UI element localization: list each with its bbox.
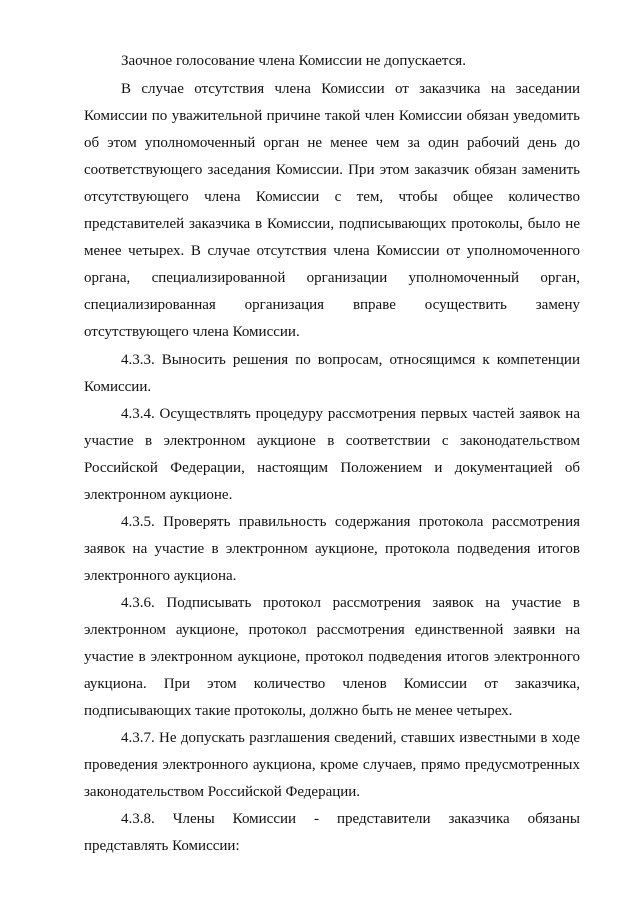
text-line: Комиссии. [84, 379, 152, 395]
text-line: проведения электронного аукциона, кроме случаев, прямо предусмотренных [84, 757, 580, 773]
text-line: менее четырех. В случае отсутствия члена Комиссии от уполномоченного [84, 243, 580, 259]
text-line: аукциона. При этом количество членов Комиссии от заказчика, [84, 676, 580, 692]
text-line: электронного аукциона. [84, 568, 237, 584]
text-line: соответствующего заседания Комиссии. При этом заказчик обязан заменить [84, 162, 580, 178]
text-line: подписывающих такие протоколы, должно быть не менее четырех. [84, 703, 513, 719]
text-line: заявок на участие в электронном аукционе, протокола подведения итогов [84, 541, 580, 557]
text-line: Заочное голосование члена Комиссии не допускается. [121, 53, 466, 69]
text-line: 4.3.5. Проверять правильность содержания протокола рассмотрения [121, 514, 580, 530]
text-line: законодательством Российской Федерации. [84, 784, 361, 800]
text-line: Российской Федерации, настоящим Положением и документацией об [84, 460, 580, 476]
text-line: специализированная организация вправе осуществить замену [84, 297, 580, 313]
text-line: электронном аукционе. [84, 487, 233, 503]
text-line: представителей заказчика в Комиссии, подписывающих протоколы, было не [84, 216, 580, 232]
text-line: об этом уполномоченный орган не менее чем за один рабочий день до [84, 135, 580, 151]
text-line: 4.3.4. Осуществлять процедуру рассмотрения первых частей заявок на [121, 406, 580, 422]
text-line: электронном аукционе, протокол рассмотрения единственной заявки на [84, 622, 580, 638]
text-line: 4.3.6. Подписывать протокол рассмотрения заявок на участие в [121, 595, 580, 611]
text-line: 4.3.7. Не допускать разглашения сведений, ставших известными в ходе [121, 730, 580, 746]
text-line: отсутствующего члена Комиссии с тем, чтобы общее количество [84, 189, 580, 205]
text-line: органа, специализированной организации уполномоченный орган, [84, 270, 580, 286]
text-line: 4.3.8. Члены Комиссии - представители заказчика обязаны [121, 811, 580, 827]
text-line: 4.3.3. Выносить решения по вопросам, относящимся к компетенции [121, 352, 580, 368]
text-line: В случае отсутствия члена Комиссии от заказчика на заседании [121, 81, 580, 97]
text-line: участие в электронном аукционе, протокол подведения итогов электронного [84, 649, 580, 665]
text-line: Комиссии по уважительной причине такой член Комиссии обязан уведомить [84, 108, 580, 124]
text-line: отсутствующего члена Комиссии. [84, 324, 300, 340]
text-line: участие в электронном аукционе в соответствии с законодательством [84, 433, 580, 449]
text-line: представлять Комиссии: [84, 838, 240, 854]
